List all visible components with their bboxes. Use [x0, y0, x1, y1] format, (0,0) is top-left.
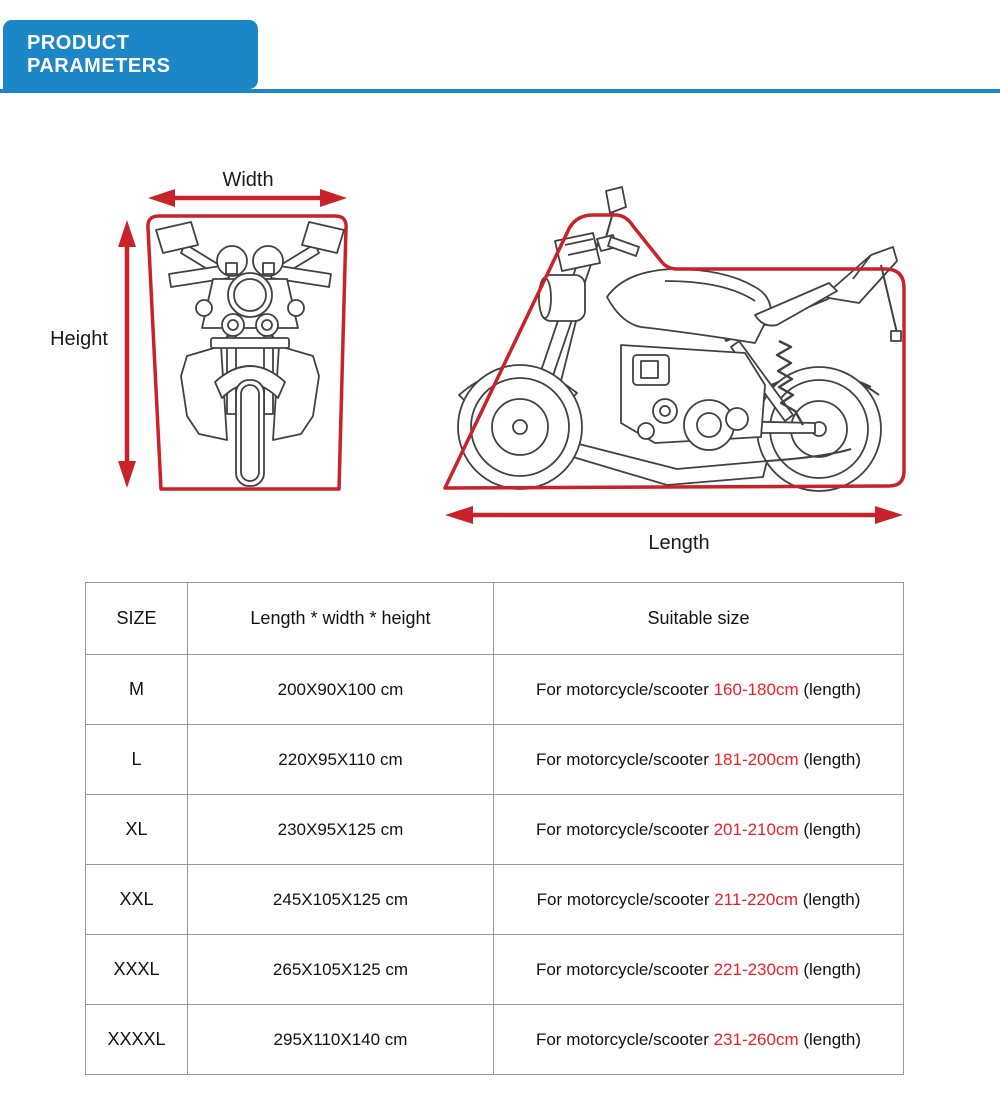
height-arrow: [118, 220, 136, 488]
dimensions-value: 230X95X125 cm: [188, 795, 494, 865]
header-suitable: Suitable size: [494, 583, 904, 655]
length-range: 211-220cm: [714, 889, 799, 909]
length-range: 221-230cm: [713, 959, 799, 979]
dimensions-value: 245X105X125 cm: [188, 865, 494, 935]
length-label: Length: [648, 532, 710, 554]
size-value: M: [86, 655, 188, 725]
size-value: XXXL: [86, 935, 188, 1005]
size-value: XL: [86, 795, 188, 865]
suitable-value: For motorcycle/scooter 221-230cm (length): [494, 935, 904, 1005]
suitable-value: For motorcycle/scooter 160-180cm (length): [494, 655, 904, 725]
table-row: [86, 655, 904, 725]
size-value: XXL: [86, 865, 188, 935]
length-arrow: [445, 506, 903, 524]
size-value: L: [86, 725, 188, 795]
header-dimensions: Length * width * height: [188, 583, 494, 655]
side-view-diagram: [425, 185, 925, 565]
size-value: XXXXL: [86, 1005, 188, 1075]
table-row: [86, 935, 904, 1005]
size-table: [85, 582, 904, 1075]
motorcycle-side-art: [458, 187, 901, 491]
table-header-row: [86, 583, 904, 655]
table-row: [86, 1005, 904, 1075]
table-row: [86, 725, 904, 795]
section-tab: [3, 20, 258, 89]
length-range: 201-210cm: [713, 819, 799, 839]
dimensions-value: 295X110X140 cm: [188, 1005, 494, 1075]
length-range: 231-260cm: [713, 1029, 799, 1049]
suitable-value: For motorcycle/scooter 201-210cm (length): [494, 795, 904, 865]
front-view-diagram: [35, 148, 365, 548]
length-range: 181-200cm: [713, 749, 799, 769]
suitable-value: For motorcycle/scooter 231-260cm (length): [494, 1005, 904, 1075]
header-size: SIZE: [86, 583, 188, 655]
length-range: 160-180cm: [713, 679, 799, 699]
accent-divider: [0, 89, 1000, 93]
dimensions-value: 200X90X100 cm: [188, 655, 494, 725]
suitable-value: For motorcycle/scooter 181-200cm (length): [494, 725, 904, 795]
suitable-value: For motorcycle/scooter 211-220cm (length): [494, 865, 904, 935]
motorcycle-front-art: [156, 222, 344, 486]
dimensions-value: 220X95X110 cm: [188, 725, 494, 795]
width-arrow: [148, 189, 347, 207]
dimensions-value: 265X105X125 cm: [188, 935, 494, 1005]
section-title: PRODUCT PARAMETERS: [27, 31, 171, 77]
table-row: [86, 795, 904, 865]
table-row: [86, 865, 904, 935]
height-label: Height: [50, 328, 108, 350]
width-label: Width: [222, 169, 274, 191]
